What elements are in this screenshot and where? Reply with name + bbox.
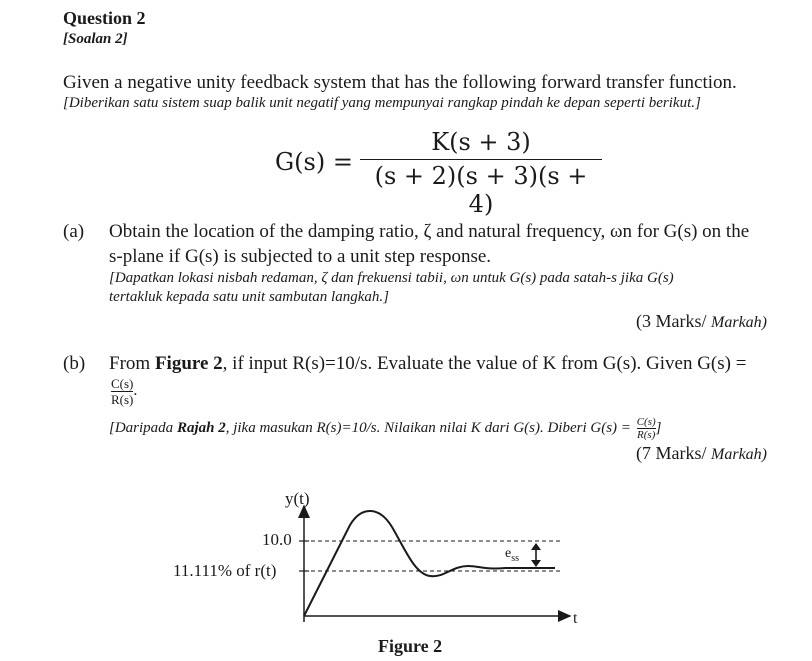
level-lower-label: 11.111% of r(t) [173, 561, 277, 580]
equation-lhs: G(s) = [275, 148, 353, 176]
intro-malay: [Diberikan satu sistem suap balik unit negatif yang mempunyai rangkap pindah ke depan seperti berikut.] [63, 95, 701, 111]
part-a-marks-ms: Markah) [711, 314, 767, 331]
fraction-denominator: R(s) [111, 392, 134, 407]
equation-numerator: K(s + 3) [431, 128, 531, 156]
ess-label [505, 546, 519, 564]
intro-english: Given a negative unity feedback system that has the following forward transfer function. [63, 72, 737, 93]
x-axis-label: t [573, 610, 578, 627]
level-upper-label: 10.0 [262, 530, 292, 549]
ess-subscript: ss [511, 552, 520, 564]
ess-arrow-up [531, 543, 541, 550]
ms-fraction-denominator: R(s) [637, 429, 656, 441]
part-b-ms-pre: [Daripada [109, 419, 177, 436]
part-b-text-post: , if input R(s)=10/s. Evaluate the value of K from G(s). Given G(s) = [222, 353, 747, 374]
part-b-text-pre: From [109, 353, 155, 374]
part-b-marks-en: (7 Marks/ [636, 443, 707, 463]
part-a-malay-line2: tertakluk kepada satu unit sambutan langkah.] [109, 289, 389, 305]
question-title: Question 2 [63, 8, 146, 28]
figure-caption: Figure 2 [378, 636, 443, 656]
question-subtitle: [Soalan 2] [63, 31, 128, 47]
part-a-malay-line1: [Dapatkan lokasi nisbah redaman, ζ dan frekuensi tabii, ωn untuk G(s) pada satah-s jika G(s) [109, 270, 674, 286]
fraction-numerator: C(s) [111, 376, 134, 391]
fraction-period: . [133, 382, 138, 400]
y-axis-label: y(t) [285, 489, 310, 508]
part-b-marks-ms: Markah) [711, 446, 767, 463]
part-a-marks-en: (3 Marks/ [636, 311, 707, 331]
figure-reference-ms: Rajah 2 [176, 419, 226, 436]
part-b-ms-end: ] [655, 419, 662, 436]
part-a-english-line2: s-plane if G(s) is subjected to a unit step response. [109, 246, 492, 267]
equation-denominator: (s + 2)(s + 3)(s + 4) [374, 162, 588, 218]
ess-letter: e [505, 546, 512, 561]
part-b-ms-mid: , jika masukan R(s)=10/s. Nilaikan nilai K dari G(s). Diberi G(s) = [225, 419, 631, 436]
ms-fraction-numerator: C(s) [636, 416, 656, 428]
figure-reference: Figure 2 [154, 353, 223, 374]
part-a-label: (a) [63, 221, 85, 242]
part-b-label: (b) [63, 353, 86, 374]
part-a-english-line1: Obtain the location of the damping ratio, ζ and natural frequency, ωn for G(s) on the [109, 221, 750, 242]
ess-arrow-down [531, 560, 541, 567]
